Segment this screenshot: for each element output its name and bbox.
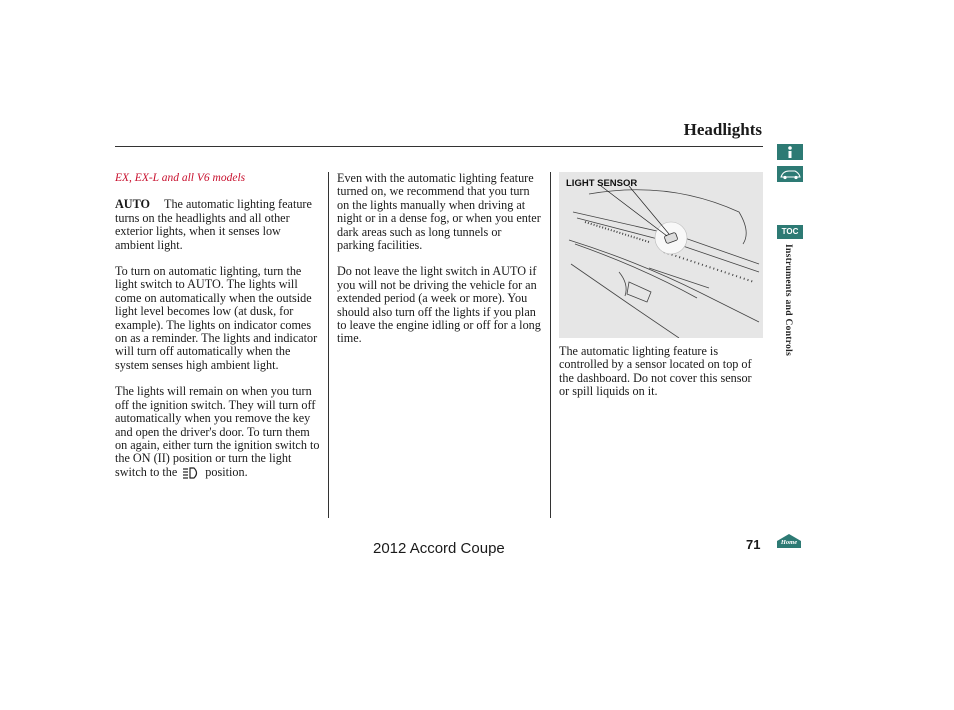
toc-button[interactable]: TOC: [777, 225, 803, 239]
auto-paragraph: [115, 198, 321, 252]
home-button[interactable]: [776, 533, 802, 549]
page-number: 71: [746, 537, 761, 552]
models-note: EX, EX-L and all V6 models: [115, 172, 246, 184]
paragraph-do-not-leave: Do not leave the light switch in AUTO if you will not be driving the vehicle for an extended period (a week or more). You should also turn off the lights if you plan to leave the engine idling or off for a long time.: [337, 264, 541, 346]
car-icon: [777, 166, 803, 182]
paragraph-remain-on-text: The lights will remain on when you turn off the ignition switch. They will turn off automatically when you remove the key and open the driver's door. To turn them on again, either turn the ignition switch to the ON (II) position or turn the light switch to the: [115, 384, 320, 479]
dashboard-illustration: [559, 172, 763, 338]
headlight-icon: [181, 467, 201, 479]
section-tab-label[interactable]: Instruments and Controls: [783, 244, 793, 357]
column-3: [559, 345, 763, 412]
auto-text: The automatic lighting feature turns on the headlights and all other exterior lights, when it senses low ambient light.: [115, 197, 312, 252]
light-sensor-figure: [559, 172, 763, 338]
paragraph-manual-lights: Even with the automatic lighting feature turned on, we recommend that you turn on the lights manually when driving at night or in a dense fog, or when you enter dark areas such as long tunnels or parking facilities.: [337, 171, 541, 253]
column-divider-2: [550, 172, 551, 518]
home-label: Home: [780, 539, 798, 546]
figure-caption: The automatic lighting feature is controlled by a sensor located on top of the dashboard. Do not cover this sensor or spill liquids on it.: [559, 344, 752, 399]
paragraph-auto-on: To turn on automatic lighting, turn the light switch to AUTO. The lights will come on automatically when the outside light level becomes low (at dusk, for example). The lights on indicator comes on as a reminder. The lights and indicator will turn off automatically when the system senses high ambient light.: [115, 264, 318, 372]
info-icon: [777, 144, 803, 160]
paragraph-remain-on-end: position.: [205, 464, 248, 479]
column-1: [115, 172, 321, 492]
column-2: [337, 172, 541, 359]
info-button[interactable]: [777, 144, 803, 160]
model-name: 2012 Accord Coupe: [373, 540, 505, 557]
page-title: Headlights: [683, 120, 762, 139]
title-rule: [115, 146, 763, 147]
auto-label: AUTO: [115, 197, 150, 212]
paragraph-remain-on: [115, 385, 321, 479]
light-sensor-label: LIGHT SENSOR: [566, 178, 638, 189]
column-divider-1: [328, 172, 329, 518]
index-button[interactable]: [777, 166, 803, 182]
